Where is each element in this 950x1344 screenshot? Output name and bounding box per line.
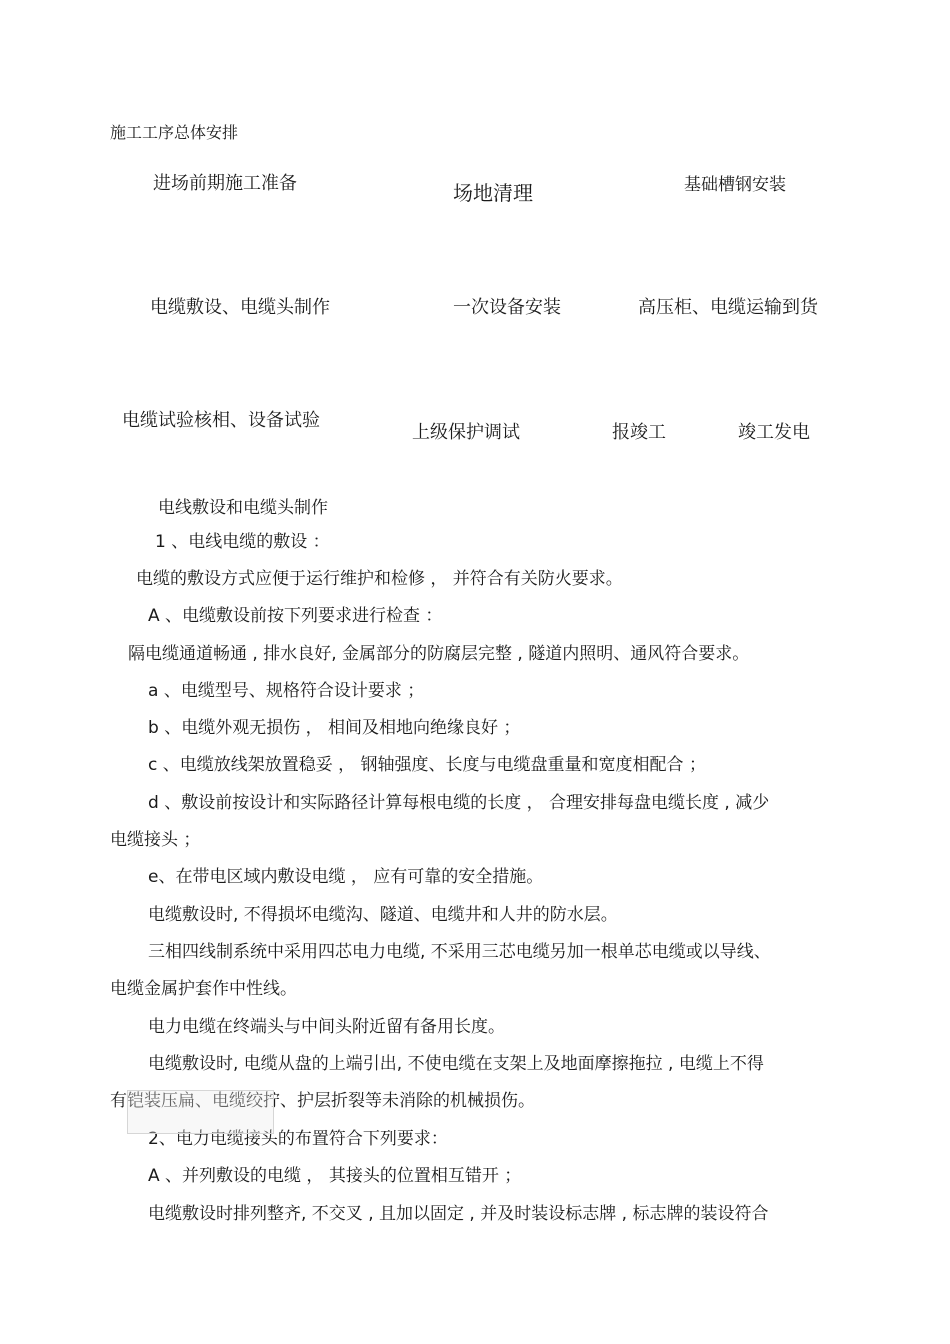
paragraph: 电缆敷设时, 不得损坏电缆沟、隧道、电缆井和人井的防水层。	[148, 905, 618, 925]
paragraph: 三相四线制系统中采用四芯电力电缆, 不采用三芯电缆另加一根单芯电缆或以导线、	[148, 942, 771, 962]
paragraph: A 、电缆敷设前按下列要求进行检查 ：	[148, 606, 443, 626]
paragraph: 电力电缆在终端头与中间头附近留有备用长度。	[148, 1017, 505, 1037]
paragraph: 有铠装压扁、电缆绞拧、护层折裂等未消除的机械损伤。	[110, 1091, 535, 1111]
flow-step: 场地清理	[453, 181, 533, 205]
flow-step: 高压柜、电缆运输到货	[638, 297, 818, 318]
flow-step: 上级保护调试	[412, 422, 520, 443]
section-title: 电线敷设和电缆头制作	[158, 498, 328, 518]
flow-step: 电缆敷设、电缆头制作	[150, 297, 330, 318]
paragraph: 电缆敷设时排列整齐, 不交叉 , 且加以固定 , 并及时装设标志牌 , 标志牌的装设符合	[148, 1204, 769, 1224]
paragraph: a 、电缆型号、规格符合设计要求 ；	[148, 681, 425, 701]
paragraph: 电缆的敷设方式应便于运行维护和检修 ， 并符合有关防火要求。	[136, 569, 623, 589]
paragraph: b 、电缆外观无损伤 ， 相间及相地向绝缘良好 ；	[148, 718, 521, 738]
flow-step: 基础槽钢安装	[684, 175, 786, 195]
flow-step: 竣工发电	[738, 422, 810, 443]
paragraph: 隔电缆通道畅通 , 排水良好, 金属部分的防腐层完整 , 隧道内照明、通风符合要求。	[128, 644, 750, 664]
paragraph: 电缆金属护套作中性线。	[110, 979, 297, 999]
flow-step: 电缆试验核相、设备试验	[122, 410, 320, 431]
flow-step: 进场前期施工准备	[153, 173, 297, 194]
paragraph: d 、敷设前按设计和实际路径计算每根电缆的长度 ， 合理安排每盘电缆长度 , 减少	[148, 793, 770, 813]
page-heading: 施工工序总体安排	[110, 123, 239, 142]
paragraph: A 、并列敷设的电缆 ， 其接头的位置相互错开 ；	[148, 1166, 522, 1186]
flow-step: 一次设备安装	[453, 297, 561, 318]
paragraph: c 、电缆放线架放置稳妥 ， 钢轴强度、长度与电缆盘重量和宽度相配合 ；	[148, 755, 706, 775]
paragraph: 2、电力电缆接头的布置符合下列要求：	[148, 1129, 448, 1149]
faint-watermark-box	[127, 1090, 274, 1134]
flow-step: 报竣工	[612, 422, 666, 443]
paragraph: 电缆接头 ；	[110, 830, 201, 850]
paragraph: 电缆敷设时, 电缆从盘的上端引出, 不使电缆在支架上及地面摩擦拖拉 , 电缆上不得	[148, 1054, 764, 1074]
paragraph: e、在带电区域内敷设电缆 ， 应有可靠的安全措施。	[148, 867, 544, 887]
paragraph: 1 、电线电缆的敷设 ：	[155, 532, 330, 552]
